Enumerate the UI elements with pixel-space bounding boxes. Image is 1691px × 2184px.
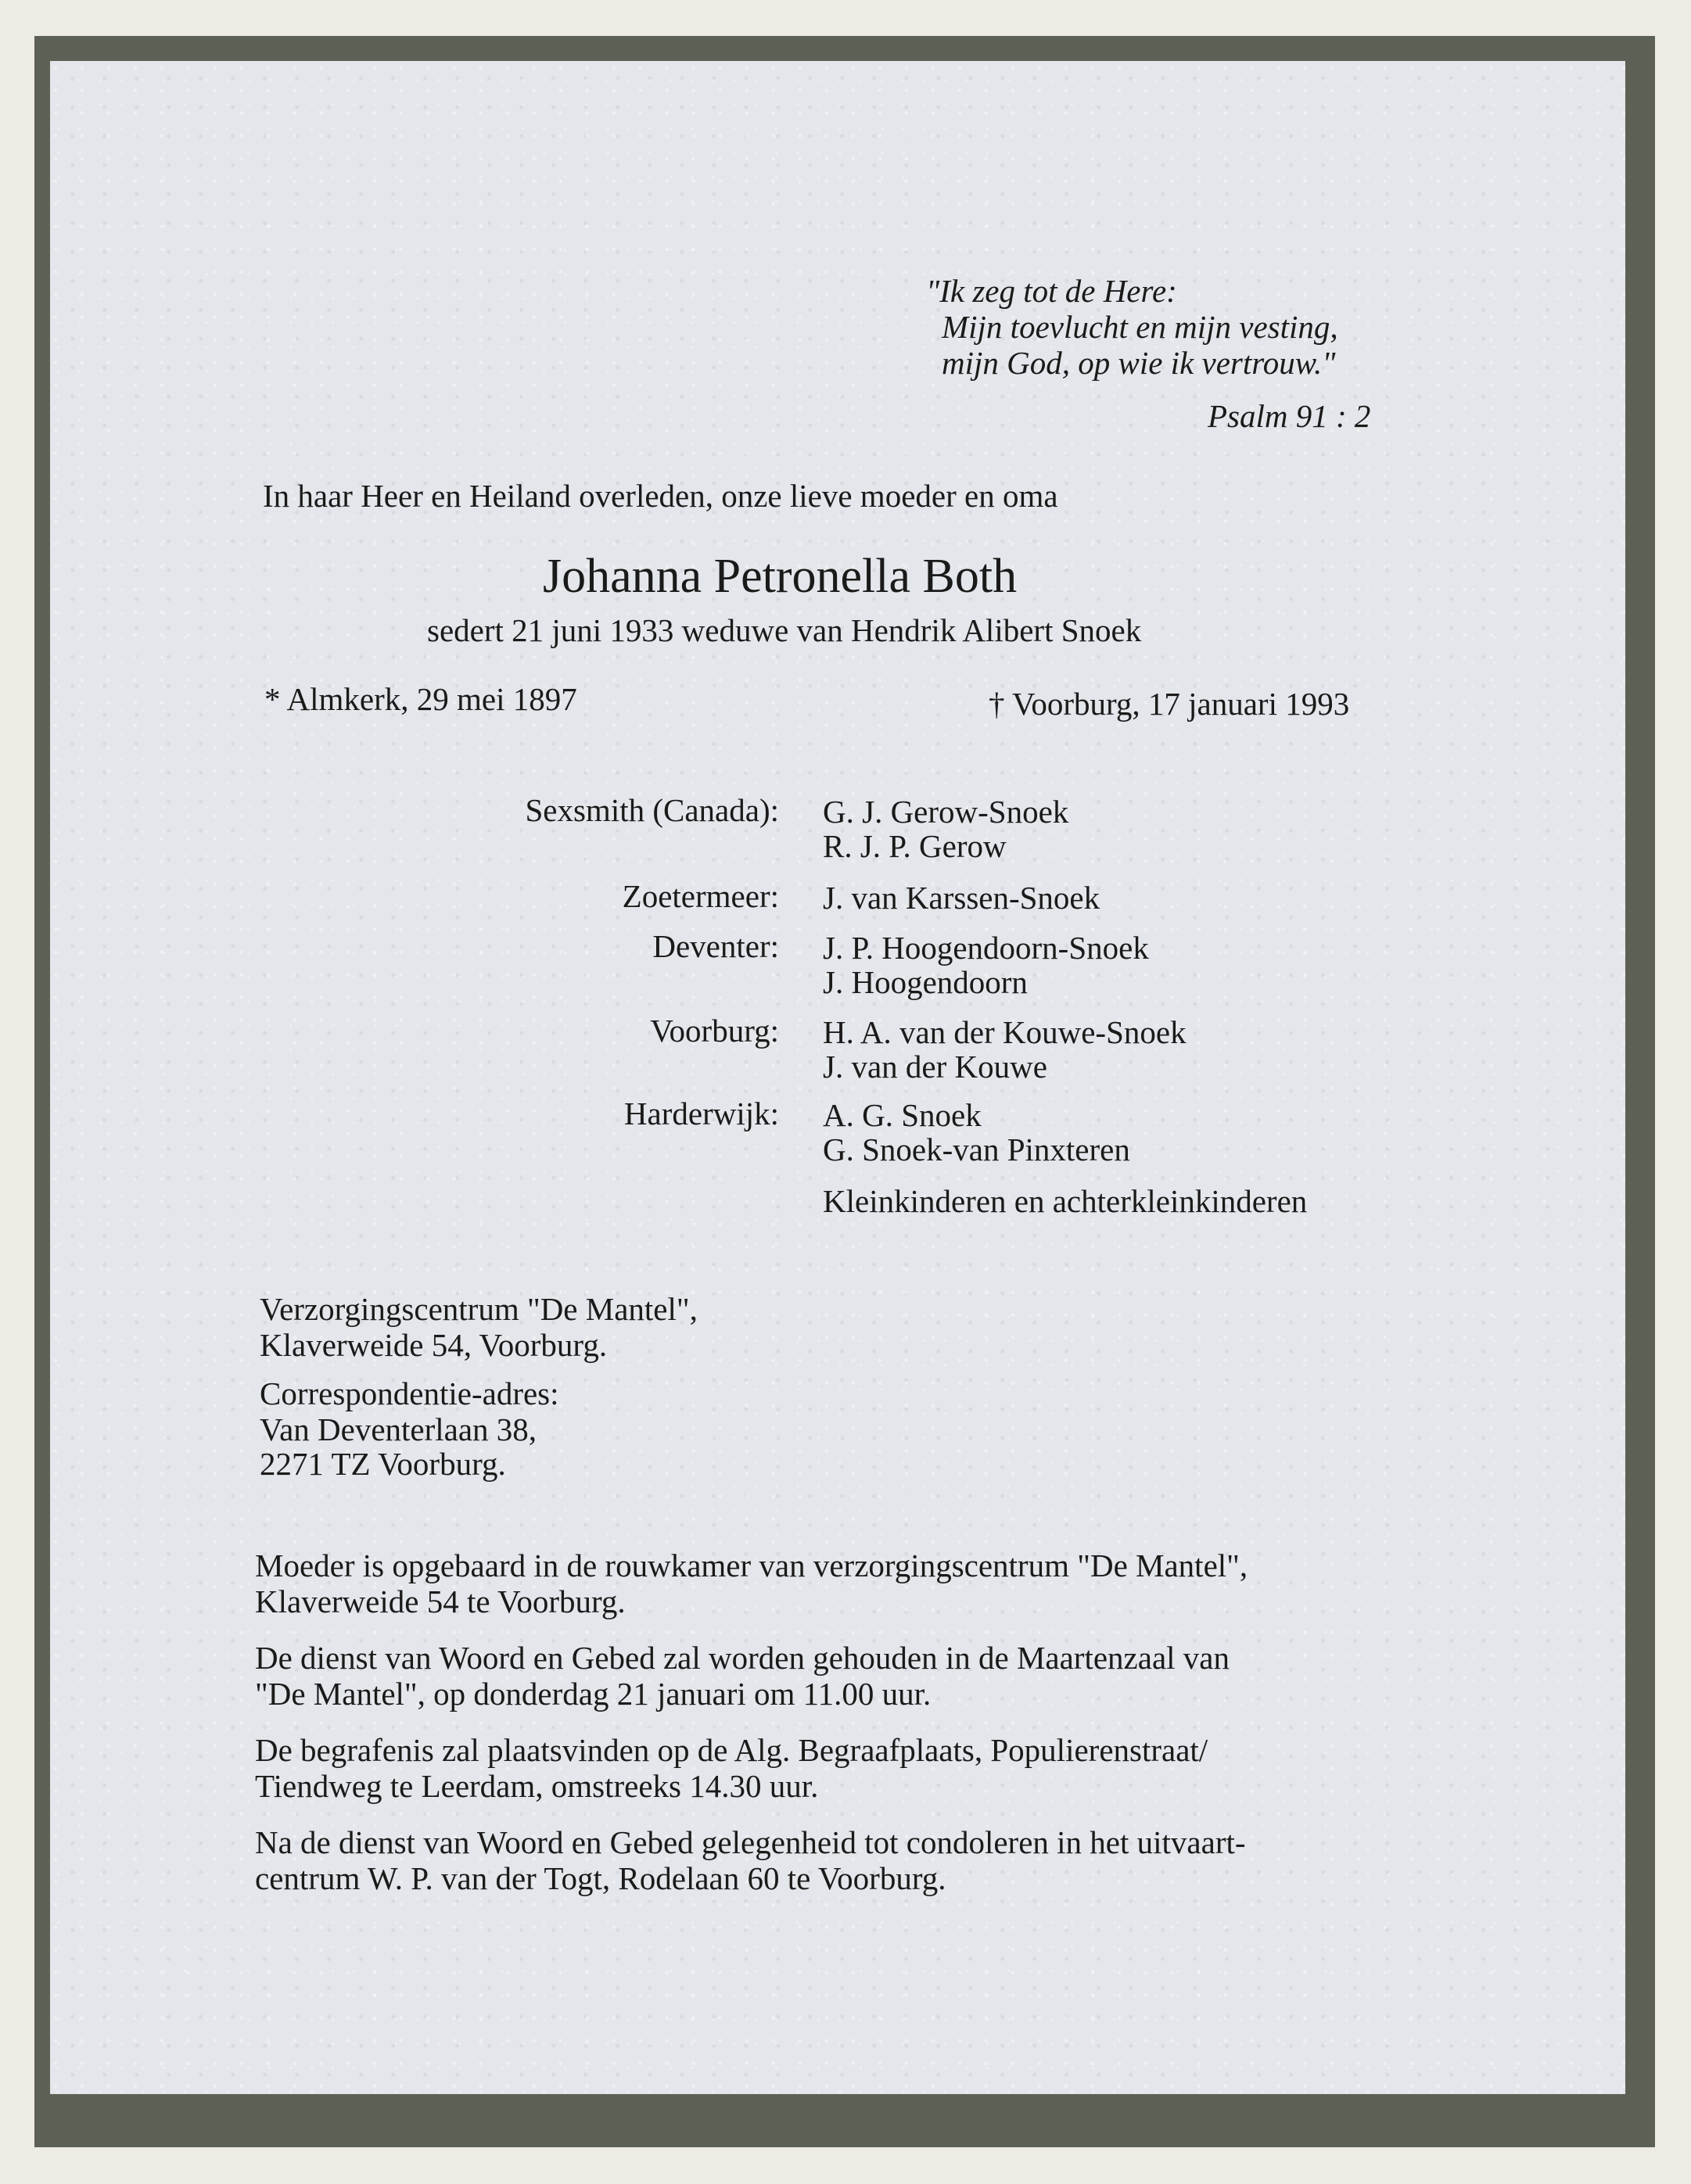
family-place: Deventer:	[652, 928, 779, 964]
family-name: G. J. Gerow-Snoek	[823, 794, 1069, 830]
death-date: † Voorburg, 17 januari 1993	[989, 686, 1350, 722]
address-line: Verzorgingscentrum "De Mantel",	[260, 1291, 698, 1327]
family-name: J. P. Hoogendoorn-Snoek	[823, 930, 1149, 966]
correspondence-line: Correspondentie-adres:	[260, 1375, 559, 1411]
address-line: Klaverweide 54, Voorburg.	[260, 1327, 608, 1363]
quote-reference: Psalm 91 : 2	[1208, 398, 1371, 434]
correspondence-line: Van Deventerlaan 38,	[260, 1411, 537, 1447]
widow-line: sedert 21 juni 1933 weduwe van Hendrik Alibert Snoek	[427, 612, 1142, 648]
deceased-name: Johanna Petronella Both	[543, 550, 1018, 603]
family-name: G. Snoek-van Pinxteren	[823, 1131, 1130, 1167]
notice-line: "De Mantel", op donderdag 21 januari om 11.00 uur.	[255, 1676, 932, 1712]
birth-date: * Almkerk, 29 mei 1897	[264, 681, 577, 717]
family-name: R. J. P. Gerow	[823, 828, 1007, 864]
family-name: J. van der Kouwe	[823, 1049, 1047, 1085]
quote-line-3: mijn God, op wie ik vertrouw."	[942, 345, 1336, 381]
family-name: H. A. van der Kouwe-Snoek	[823, 1014, 1187, 1050]
family-name: J. Hoogendoorn	[823, 964, 1028, 1000]
notice-line: Moeder is opgebaard in de rouwkamer van verzorgingscentrum "De Mantel",	[255, 1547, 1248, 1583]
quote-line-1: "Ik zeg tot de Here:	[926, 273, 1177, 309]
family-place: Zoetermeer:	[622, 878, 779, 914]
intro-line: In haar Heer en Heiland overleden, onze lieve moeder en oma	[263, 478, 1058, 514]
notice-line: De dienst van Woord en Gebed zal worden gehouden in de Maartenzaal van	[255, 1640, 1230, 1676]
family-place: Voorburg:	[650, 1013, 779, 1049]
grandchildren-line: Kleinkinderen en achterkleinkinderen	[823, 1183, 1308, 1219]
correspondence-line: 2271 TZ Voorburg.	[260, 1446, 506, 1482]
family-name: J. van Karssen-Snoek	[823, 880, 1100, 916]
notice-line: De begrafenis zal plaatsvinden op de Alg. Begraafplaats, Populierenstraat/	[255, 1732, 1208, 1768]
quote-line-2: Mijn toevlucht en mijn vesting,	[942, 309, 1338, 345]
family-name: A. G. Snoek	[823, 1097, 982, 1133]
family-place: Sexsmith (Canada):	[525, 792, 779, 828]
notice-line: centrum W. P. van der Togt, Rodelaan 60 te Voorburg.	[255, 1860, 946, 1896]
family-place: Harderwijk:	[623, 1096, 779, 1131]
notice-line: Tiendweg te Leerdam, omstreeks 14.30 uur.	[255, 1768, 819, 1804]
notice-line: Na de dienst van Woord en Gebed gelegenheid tot condoleren in het uitvaart-	[255, 1824, 1246, 1860]
notice-line: Klaverweide 54 te Voorburg.	[255, 1583, 626, 1619]
